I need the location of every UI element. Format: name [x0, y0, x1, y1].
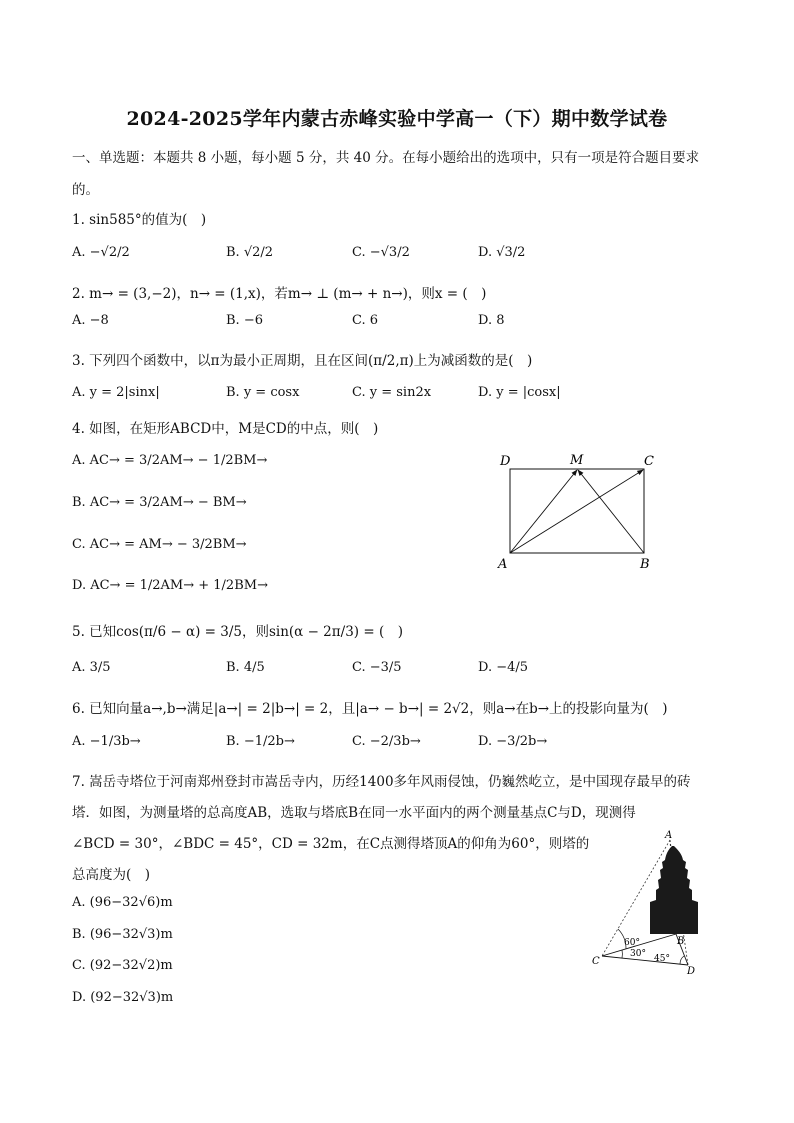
question-1-option-c[interactable]: C. −√3/2: [352, 245, 410, 260]
question-1-option-b[interactable]: B. √2/2: [226, 245, 274, 260]
question-2-option-b[interactable]: B. −6: [226, 313, 263, 328]
question-6-stem: 6. 已知向量a→,b→满足|a→| = 2|b→| = 2，且|a→ − b→| = 2√2，则a→在b→上的投影向量为( ): [72, 701, 668, 717]
question-3-option-c[interactable]: C. y = sin2x: [352, 385, 432, 400]
question-1-option-a[interactable]: A. −√2/2: [72, 245, 130, 260]
section-instructions-line1: 一、单选题：本题共 8 小题，每小题 5 分，共 40 分。在每小题给出的选项中，只有一项是符合题目要求: [72, 150, 700, 166]
label-a: A: [498, 557, 508, 572]
question-6-option-c[interactable]: C. −2/3b→: [352, 734, 421, 749]
question-5-option-b[interactable]: B. 4/5: [226, 660, 265, 675]
pagoda-survey-diagram: [588, 828, 708, 978]
question-3-stem: 3. 下列四个函数中，以π为最小正周期，且在区间(π/2,π)上为减函数的是( ): [72, 353, 533, 369]
vector-am: [510, 470, 577, 553]
label-b: B: [677, 936, 685, 947]
question-6-option-b[interactable]: B. −1/2b→: [226, 734, 295, 749]
question-4-option-c[interactable]: C. AC→ = AM→ − 3/2BM→: [72, 537, 247, 552]
question-2-option-c[interactable]: C. 6: [352, 313, 379, 328]
question-1-stem: 1. sin585°的值为( ): [72, 212, 207, 228]
section-instructions-line2: 的。: [72, 182, 99, 198]
question-4-option-d[interactable]: D. AC→ = 1/2AM→ + 1/2BM→: [72, 578, 268, 593]
question-7-line4: 总高度为( ): [72, 867, 151, 883]
question-5-option-a[interactable]: A. 3/5: [72, 660, 111, 675]
question-7-line2: 塔．如图，为测量塔的总高度AB，选取与塔底B在同一水平面内的两个测量基点C与D，现测得: [72, 805, 636, 821]
question-5-option-c[interactable]: C. −3/5: [352, 660, 402, 675]
question-6-option-a[interactable]: A. −1/3b→: [72, 734, 141, 749]
arc-45: [680, 956, 684, 964]
label-angle-45: 45°: [654, 954, 670, 964]
label-angle-30: 30°: [630, 949, 646, 959]
vector-ac: [510, 470, 643, 553]
page-title: 2024-2025学年内蒙古赤峰实验中学高一（下）期中数学试卷: [126, 108, 668, 130]
question-4-option-b[interactable]: B. AC→ = 3/2AM→ − BM→: [72, 495, 247, 510]
question-5-option-d[interactable]: D. −4/5: [478, 660, 529, 675]
label-d: D: [687, 966, 696, 977]
label-d: D: [500, 454, 511, 469]
label-c: C: [592, 956, 600, 967]
label-a: A: [665, 830, 673, 841]
label-c: C: [644, 454, 654, 469]
question-3-option-a[interactable]: A. y = 2|sinx|: [72, 385, 160, 400]
question-7-option-c[interactable]: C. (92−32√2)m: [72, 958, 173, 973]
question-7-option-b[interactable]: B. (96−32√3)m: [72, 927, 173, 942]
question-3-option-d[interactable]: D. y = |cosx|: [478, 385, 561, 400]
question-1-option-d[interactable]: D. √3/2: [478, 245, 526, 260]
question-2-option-d[interactable]: D. 8: [478, 313, 505, 328]
question-3-option-b[interactable]: B. y = cosx: [226, 385, 300, 400]
question-2-option-a[interactable]: A. −8: [72, 313, 109, 328]
label-b: B: [640, 557, 650, 572]
question-6-option-d[interactable]: D. −3/2b→: [478, 734, 548, 749]
vector-bm: [578, 470, 644, 553]
pagoda-silhouette: [650, 846, 698, 934]
question-7-line1: 7. 嵩岳寺塔位于河南郑州登封市嵩岳寺内，历经1400多年风雨侵蚀，仍巍然屹立，是中国现存最早的砖: [72, 774, 691, 790]
question-7-line3: ∠BCD = 30°，∠BDC = 45°，CD = 32m，在C点测得塔顶A的仰角为60°，则塔的: [72, 836, 590, 852]
rectangle-abcd-diagram: [494, 450, 664, 575]
question-5-stem: 5. 已知cos(π/6 − α) = 3/5，则sin(α − 2π/3) = ( ): [72, 624, 403, 640]
question-7-option-d[interactable]: D. (92−32√3)m: [72, 990, 174, 1005]
question-4-option-a[interactable]: A. AC→ = 3/2AM→ − 1/2BM→: [72, 453, 268, 468]
label-angle-60: 60°: [624, 938, 640, 948]
label-m: M: [570, 453, 584, 468]
question-4-stem: 4. 如图，在矩形ABCD中，M是CD的中点，则( ): [72, 421, 379, 437]
question-2-stem: 2. m→ = (3,−2)，n→ = (1,x)，若m→ ⊥ (m→ + n→)，则x = ( ): [72, 286, 487, 302]
question-7-option-a[interactable]: A. (96−32√6)m: [72, 895, 173, 910]
